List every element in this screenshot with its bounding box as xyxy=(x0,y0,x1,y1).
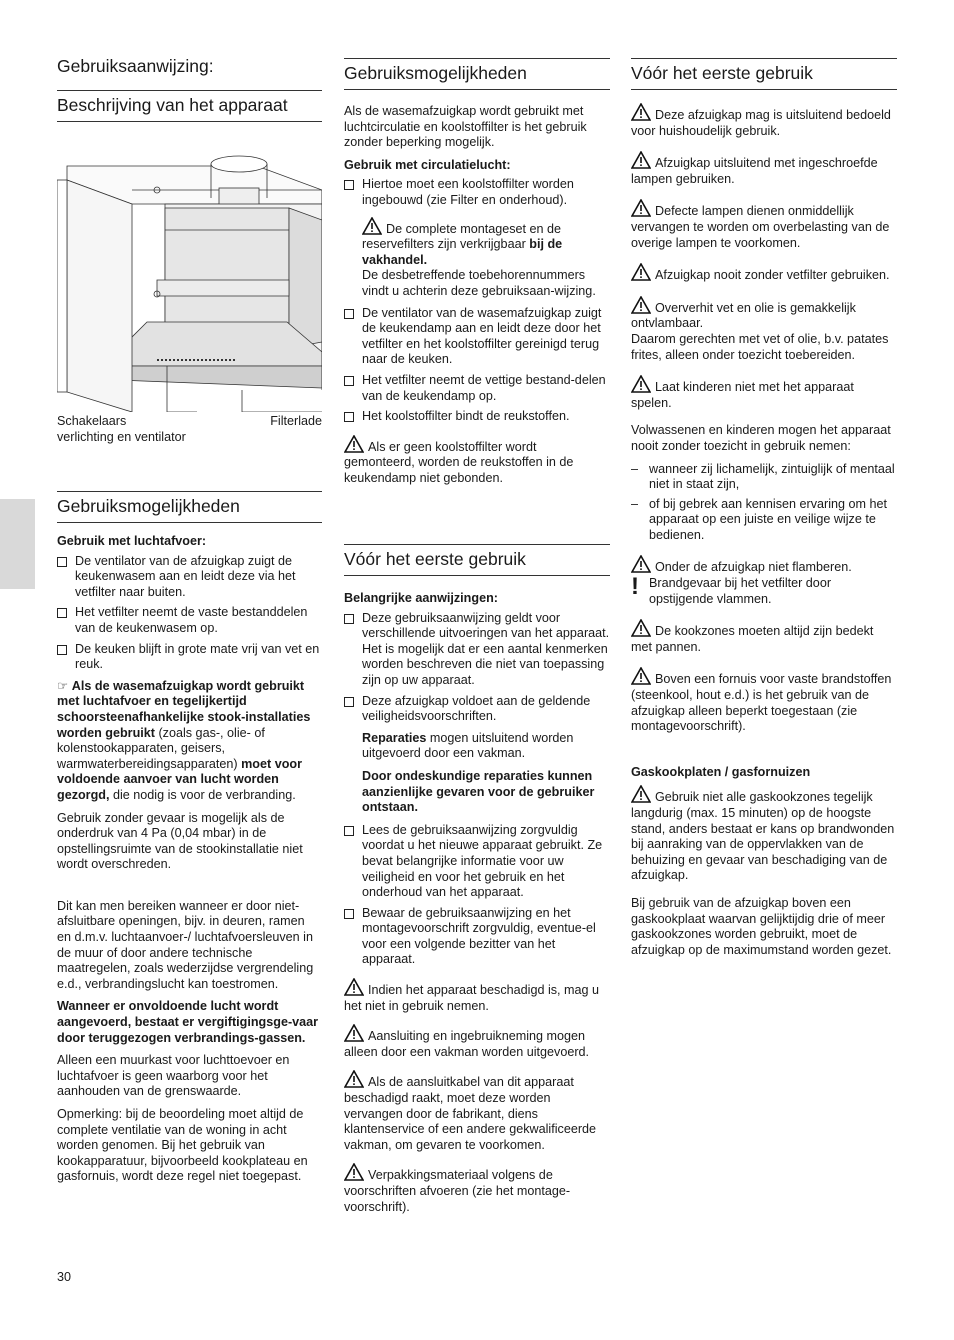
section-heading-first-use: Vóór het eerste gebruik xyxy=(344,549,526,569)
subheading-gas: Gaskookplaten / gasfornuizen xyxy=(631,764,811,779)
figure-label-filter-drawer: Filterlade xyxy=(270,414,322,428)
list-item: De keuken blijft in grote mate vrij van vet en reuk. xyxy=(57,642,322,673)
warning-solid-fuel: Boven een fornuis voor vaste brandstoffen (steenkool, hout e.d.) is het gebruik van de afzuigkap alleen beperkt toegestaan (zie montagevoorschrift). xyxy=(631,667,897,734)
warning-icon xyxy=(631,103,651,121)
exhaust-list xyxy=(57,554,322,673)
circulation-list xyxy=(344,177,610,208)
warning-icon xyxy=(344,435,364,453)
warning-connection: Aansluiting en ingebruikneming mogen alleen door een vakman worden uitgevoerd. xyxy=(344,1024,610,1060)
paragraph-safe-use: Gebruik zonder gevaar is mogelijk als de onderdruk van 4 Pa (0,04 mbar) in de opstellingsruimte van de stookinstallatie niet wordt overschreden. xyxy=(57,810,303,872)
warning-icon xyxy=(631,619,651,637)
warning-icon xyxy=(631,555,651,573)
warning-icon xyxy=(631,667,651,685)
warning-damaged: Indien het apparaat beschadigd is, mag u het niet in gebruik nemen. xyxy=(344,978,610,1014)
warning-packaging: Verpakkingsmateriaal volgens de voorschriften afvoeren (zie het montage-voorschrift). xyxy=(344,1163,610,1215)
paragraph-intro: Als de wasemafzuigkap wordt gebruikt met luchtcirculatie en koolstoffilter is het gebruik zonder beperking mogelijk. xyxy=(344,104,587,150)
warning-icon xyxy=(631,296,651,314)
section-heading-description: Beschrijving van het apparaat xyxy=(57,95,288,115)
list-item: Bewaar de gebruiksaanwijzing en het montagevoorschrift zorgvuldig, eventue-el voor een volgende bezitter van het apparaat. xyxy=(344,906,610,968)
paragraph-reach: Dit kan men bereiken wanneer er door niet-afsluitbare openingen, bijv. in deuren, ramen en d.m.v. luchtaanvoer-/ luchtafvoersleuven in de muur of door andere technische maatregelen, zoals wederzijdse vergrendeling e.d., verbrandingslucht kan toestromen. xyxy=(57,898,314,991)
list-item: Lees de gebruiksaanwijzing zorgvuldig voordat u het nieuwe apparaat gebruikt. Ze bevat belangrijke informatie voor uw veiligheid en voor het gebruik en het onderhoud van het apparaat. xyxy=(344,823,610,901)
list-item: Hiertoe moet een koolstoffilter worden ingebouwd (zie Filter en onderhoud). xyxy=(344,177,610,208)
warning-montage-set: De complete montageset en de reservefilters zijn verkrijgbaar bij de vakhandel. De desbetreffende toebehorennummers vindt u achterin deze gebruiksaan-wijzing. xyxy=(344,217,610,300)
supervision-list xyxy=(631,462,897,544)
warning-icon xyxy=(631,785,651,803)
paragraph-gas-max: Bij gebruik van de afzuigkap boven een gaskookplaat waarvan gelijktijdig drie of meer gaskookzones worden gebruikt, moet de afzuigkap op de maximumstand worden gezet. xyxy=(631,895,892,957)
section-heading-use: Gebruiksmogelijkheden xyxy=(57,496,240,516)
exclamation-icon: ! xyxy=(631,573,639,601)
note-combustion: ☞ Als de wasemafzuigkap wordt gebruikt met luchtafvoer en tegelijkertijd schoorsteenafhankelijke stook-installaties worden gebruikt (zoals gas-, olie- of kolenstookapparaten, geisers, warmwaterbereidingsapparaten) moet voor voldoende aanvoer van lucht worden gezorgd, die nodig is voor de verbranding. xyxy=(57,678,311,802)
list-item: Het vetfilter neemt de vaste bestanddelen van de keukenwasem op. xyxy=(57,605,322,636)
warning-icon xyxy=(344,1163,364,1181)
warning-icon xyxy=(344,1024,364,1042)
figure-label-switches: Schakelaars verlichting en ventilator xyxy=(57,414,186,444)
paragraph-repairs: Reparaties mogen uitsluitend worden uitgevoerd door een vakman. xyxy=(362,730,574,761)
list-item: De ventilator van de wasemafzuigkap zuigt de keukendamp aan en leidt deze door het vetfilter en het koolstoffilter gereinigd terug naar de keuken. xyxy=(344,306,610,368)
list-item: De ventilator van de afzuigkap zuigt de keukenwasem aan en leidt deze via het vetfilter naar buiten. xyxy=(57,554,322,601)
list-item: – wanneer zij lichamelijk, zintuiglijk of mentaal niet in staat zijn, xyxy=(631,461,895,492)
subheading-exhaust: Gebruik met luchtafvoer: xyxy=(57,534,207,548)
document-title: Gebruiksaanwijzing: xyxy=(57,56,214,76)
warning-cookzones-covered: De kookzones moeten altijd zijn bedekt met pannen. xyxy=(631,619,897,655)
warning-overheated-oil: Oververhit vet en olie is gemakkelijk ontvlambaar. Daarom gerechten met vet of olie, b.v. patates frites, alleen onder toezicht toebereiden. xyxy=(631,296,897,363)
warning-grease-filter: Afzuigkap nooit zonder vetfilter gebruiken. xyxy=(631,263,897,284)
paragraph-wall-cabinet: Alleen een muurkast voor luchttoevoer en luchtafvoer is geen waarborg voor het aanhouden van de grenswaarde. xyxy=(57,1053,290,1099)
warning-icon xyxy=(631,263,651,281)
side-tab-marker xyxy=(0,499,35,589)
warning-icon xyxy=(362,217,382,235)
warning-gas-zones: Gebruik niet alle gaskookzones tegelijk langdurig (max. 15 minuten) op de hoogste stand, anders bestaat er kans op brandwonden bij aanraking van de oppervlakken van de behuizing en gevaar van beschadiging van de afzuigkap. xyxy=(631,785,897,884)
list-item: Het vetfilter neemt de vettige bestand-delen van de keukendamp op. xyxy=(344,373,610,404)
paragraph-danger: Wanneer er onvoldoende lucht wordt aangevoerd, bestaat er vergiftigingsge-vaar door teruggezogen verbrandings-gassen. xyxy=(57,999,319,1045)
warning-flambe: Onder de afzuigkap niet flamberen. ! Brandgevaar bij het vetfilter door opstijgende vlammen. xyxy=(631,555,897,607)
warning-children: Laat kinderen niet met het apparaat spelen. xyxy=(631,375,897,411)
warning-icon xyxy=(631,375,651,393)
pointing-hand-icon: ☞ xyxy=(57,678,69,693)
section-heading-first-use-2: Vóór het eerste gebruik xyxy=(631,63,813,83)
warning-icon xyxy=(631,151,651,169)
paragraph-repair-danger: Door ondeskundige reparaties kunnen aanzienlijke gevaren voor de gebruiker ontstaan. xyxy=(362,768,595,815)
section-heading-use-circulation: Gebruiksmogelijkheden xyxy=(344,63,527,83)
page-number: 30 xyxy=(57,1270,72,1284)
list-item: Deze gebruiksaanwijzing geldt voor verschillende uitvoeringen van het apparaat. Het is mogelijk dat er een aantal kenmerken worden beschreven die niet van toepassing zijn op uw apparaat. xyxy=(344,611,610,689)
paragraph-supervision: Volwassenen en kinderen mogen het apparaat nooit zonder toezicht in gebruik nemen: xyxy=(631,423,891,453)
warning-icon xyxy=(344,978,364,996)
appliance-illustration xyxy=(57,130,322,412)
warning-no-carbon-filter: Als er geen koolstoffilter wordt gemonteerd, worden de reukstoffen in de keukendamp niet gebonden. xyxy=(344,435,610,487)
important-list-continued xyxy=(344,823,610,968)
warning-defect-lamps: Defecte lampen dienen onmiddellijk vervangen te worden om overbelasting van de overige lampen te voorkomen. xyxy=(631,199,897,251)
list-item: Het koolstoffilter bindt de reukstoffen. xyxy=(344,409,610,425)
paragraph-remark: Opmerking: bij de beoordeling moet altijd de complete ventilatie van de woning in acht worden genomen. Bij het gebruik van kookapparatuur, bijvoorbeeld kookplateau en gasfornuis, wordt deze regel niet toegepast. xyxy=(57,1107,308,1184)
warning-lamps: Afzuigkap uitsluitend met ingeschroefde lampen gebruiken. xyxy=(631,151,897,187)
subheading-circulation: Gebruik met circulatielucht: xyxy=(344,157,511,172)
warning-icon xyxy=(631,199,651,217)
warning-household: Deze afzuigkap mag is uitsluitend bedoeld voor huishoudelijk gebruik. xyxy=(631,103,897,139)
subheading-important: Belangrijke aanwijzingen: xyxy=(344,591,498,605)
warning-cable: Als de aansluitkabel van dit apparaat beschadigd raakt, moet deze worden vervangen door de fabrikant, diens klantenservice of een andere gekwalificeerde vakman, om gevaren te voorkomen. xyxy=(344,1070,610,1153)
important-list xyxy=(344,611,610,725)
list-item: – of bij gebrek aan kennisen ervaring om het apparaat op een juiste en veilige wijze te bedienen. xyxy=(631,496,888,542)
circulation-list-continued xyxy=(344,306,610,425)
list-item: Deze afzuigkap voldoet aan de geldende veiligheidsvoorschriften. xyxy=(344,694,610,725)
warning-icon xyxy=(344,1070,364,1088)
